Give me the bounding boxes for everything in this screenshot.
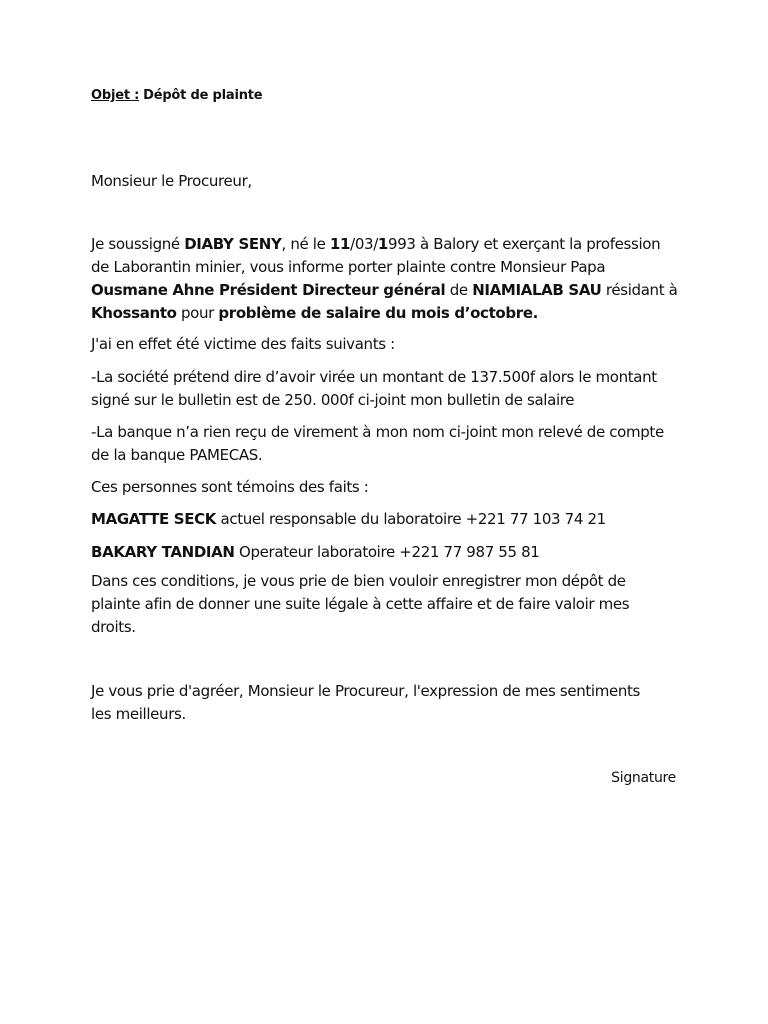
witness-name: BAKARY TANDIAN xyxy=(91,543,235,561)
birth-date-part: 11 xyxy=(329,235,351,253)
salutation: Monsieur le Procureur, xyxy=(91,172,252,190)
intro-text: résidant à xyxy=(601,281,678,299)
witness-detail: Operateur laboratoire +221 77 987 55 81 xyxy=(234,543,540,561)
company-name: NIAMIALAB SAU xyxy=(472,281,602,299)
intro-text: , né le xyxy=(281,235,330,253)
intro-line-4 xyxy=(91,302,691,325)
request-paragraph xyxy=(91,570,691,639)
closing-paragraph xyxy=(91,680,691,726)
closing-line-1: Je vous prie d'agréer, Monsieur le Procureur, l'expression de mes sentiments xyxy=(91,682,640,700)
birth-date-part: 993 xyxy=(388,235,416,253)
birth-date-part: 1 xyxy=(377,235,388,253)
intro-paragraph xyxy=(91,233,691,325)
subject-value: Dépôt de plainte xyxy=(143,88,263,103)
intro-line-3 xyxy=(91,279,691,302)
intro-text: Je soussigné xyxy=(91,235,185,253)
request-line-1: Dans ces conditions, je vous prie de bien vouloir enregistrer mon dépôt de xyxy=(91,572,626,590)
fact-1-line-2: signé sur le bulletin est de 250. 000f ci-joint mon bulletin de salaire xyxy=(91,391,575,409)
witness-1 xyxy=(91,508,691,531)
fact-1 xyxy=(91,366,691,412)
complaint-issue: problème de salaire du mois d’octobre. xyxy=(218,304,538,322)
accused-name: Ousmane Ahne Président Directeur général xyxy=(91,281,446,299)
request-line-2: plainte afin de donner une suite légale à cette affaire et de faire valoir mes xyxy=(91,595,630,613)
fact-2-line-2: de la banque PAMECAS. xyxy=(91,446,263,464)
fact-1-line-1: -La société prétend dire d’avoir virée un montant de 137.500f alors le montant xyxy=(91,368,657,386)
birth-date-part: /03/ xyxy=(350,235,378,253)
intro-line-2: de Laborantin minier, vous informe porter plainte contre Monsieur Papa xyxy=(91,258,606,276)
intro-line-1 xyxy=(91,233,691,256)
fact-2-line-1: -La banque n’a rien reçu de virement à mon nom ci-joint mon relevé de compte xyxy=(91,423,664,441)
fact-2 xyxy=(91,421,691,467)
facts-intro: J'ai en effet été victime des faits suivants : xyxy=(91,335,395,353)
witnesses-intro: Ces personnes sont témoins des faits : xyxy=(91,478,369,496)
witness-detail: actuel responsable du laboratoire +221 77 103 74 21 xyxy=(216,510,606,528)
request-line-3: droits. xyxy=(91,618,136,636)
complainant-name: DIABY SENY xyxy=(184,235,282,253)
witness-2 xyxy=(91,541,691,564)
intro-text: à Balory et exerçant la profession xyxy=(415,235,661,253)
signature-label: Signature xyxy=(611,770,676,786)
witness-name: MAGATTE SECK xyxy=(91,510,217,528)
place-name: Khossanto xyxy=(91,304,177,322)
subject-line xyxy=(91,86,691,106)
subject-label: Objet : xyxy=(91,88,140,103)
intro-text: de xyxy=(445,281,473,299)
intro-text: pour xyxy=(176,304,219,322)
closing-line-2: les meilleurs. xyxy=(91,705,186,723)
